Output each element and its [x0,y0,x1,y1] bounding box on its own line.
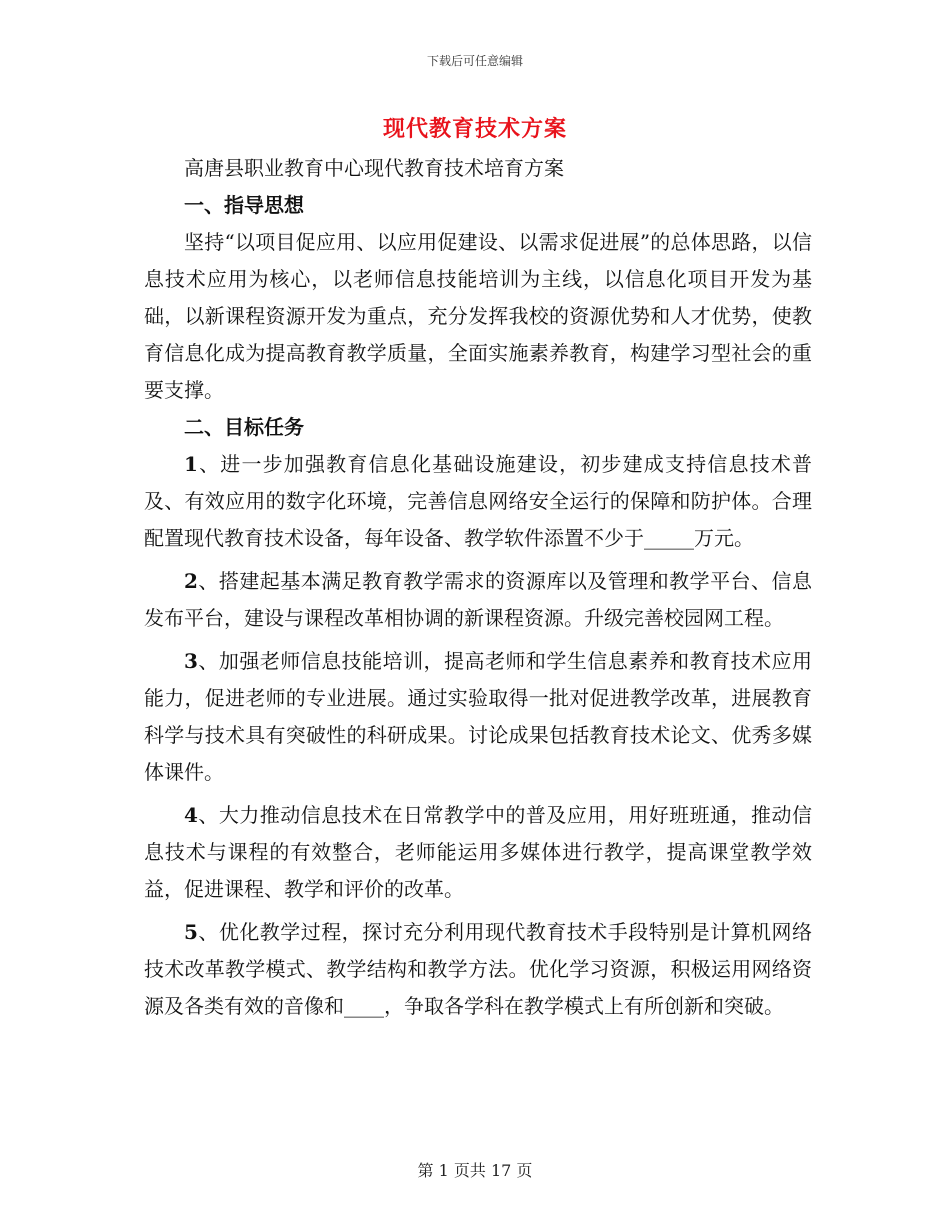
goal-item-text: 、加强老师信息技能培训，提高老师和学生信息素养和教育技术应用能力，促进老师的专业进展。通过实验取得一批对促进教学改革，进展教育科学与技术具有突破性的科研成果。讨论成果包括教育技术论文、优秀多媒体课件。 [144,649,812,784]
section-heading-guiding-thought: 一、指导思想 [184,193,304,217]
goal-item-5 [144,914,812,1025]
paragraph-guiding-thought: 坚持“以项目促应用、以应用促建设、以需求促进展”的总体思路，以信息技术应用为核心，以老师信息技能培训为主线，以信息化项目开发为基础，以新课程资源开发为重点，充分发挥我校的资源优势和人才优势，使教育信息化成为提高教育教学质量，全面实施素养教育，构建学习型社会的重要支撑。 [144,230,812,402]
goal-item-number: 2 [184,569,198,593]
header-note: 下载后可任意编辑 [426,54,523,68]
goal-item-number: 3 [184,649,198,673]
goal-item-text: 、优化教学过程，探讨充分利用现代教育技术手段特别是计算机网络技术改革教学模式、教学结构和教学方法。优化学习资源，积极运用网络资源及各类有效的音像和____，争取各学科在教学模式上有所创新和突破。 [144,920,812,1018]
goal-item-number: 4 [184,803,198,827]
goal-item-text: 、大力推动信息技术在日常教学中的普及应用，用好班班通，推动信息技术与课程的有效整合，老师能运用多媒体进行教学，提高课堂教学效益，促进课程、教学和评价的改革。 [144,803,812,901]
goal-item-3 [144,643,812,791]
document-title: 现代教育技术方案 [382,116,567,142]
goal-item-number: 5 [184,920,198,944]
document-subtitle: 高唐县职业教育中心现代教育技术培育方案 [184,156,564,180]
goal-item-number: 1 [184,452,198,476]
goal-item-text: 、搭建起基本满足教育教学需求的资源库以及管理和教学平台、信息发布平台，建设与课程改革相协调的新课程资源。升级完善校园网工程。 [144,569,812,630]
goal-item-2 [144,563,812,637]
section-heading-goals: 二、目标任务 [184,415,304,439]
document-body [144,150,812,1025]
goal-item-text: 、进一步加强教育信息化基础设施建设，初步建成支持信息技术普及、有效应用的数字化环境，完善信息网络安全运行的保障和防护体。合理配置现代教育技术设备，每年设备、教学软件添置不少于_____万元。 [144,452,812,550]
goal-item-4 [144,797,812,908]
page-number: 第 1 页共 17 页 [417,1161,533,1180]
goal-item-1 [144,446,812,557]
